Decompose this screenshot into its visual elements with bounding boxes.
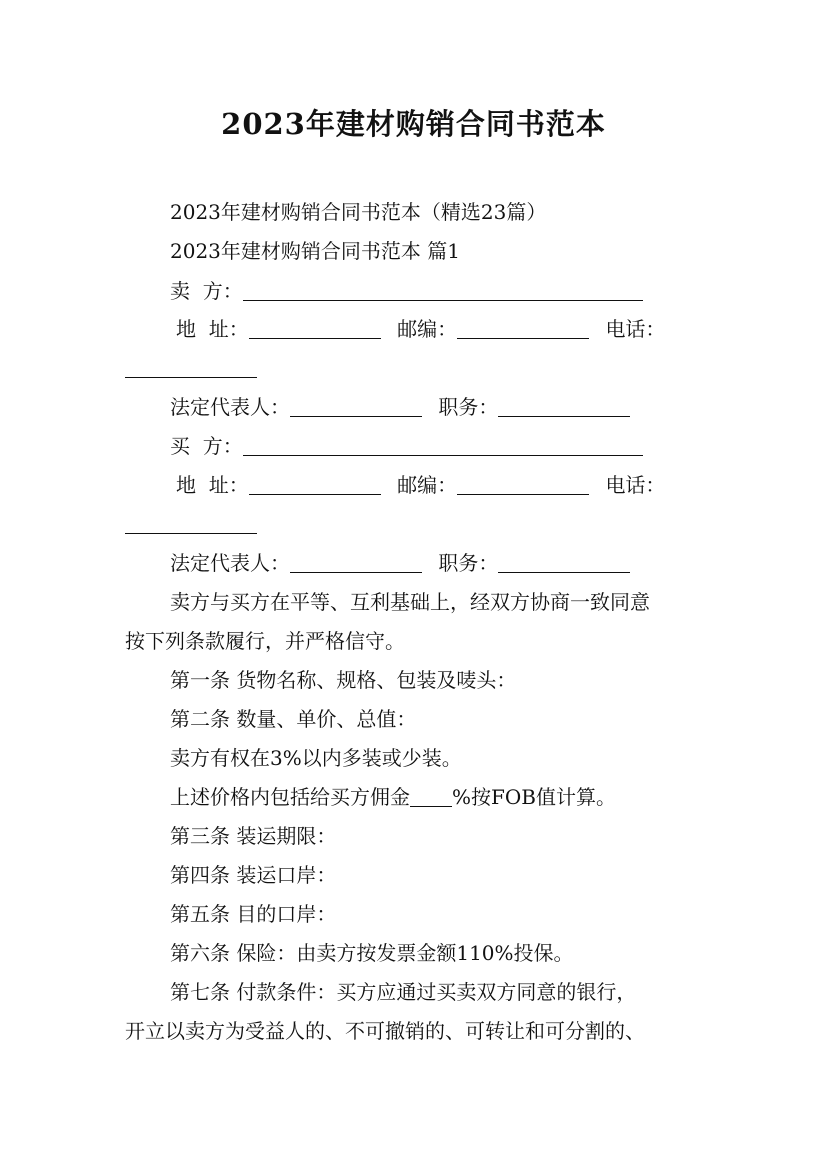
commission-prefix: 上述价格内包括给买方佣金 [170,785,410,809]
seller-rep-label: 法定代表人： [170,395,290,419]
seller-line [170,278,643,304]
seller-address-line [176,316,665,342]
document-title: 2023年建材购销合同书范本 [221,107,606,141]
clause-1: 第一条 货物名称、规格、包装及唛头： [170,668,517,692]
seller-address-label: 地 址： [176,317,249,341]
seller-postcode-field[interactable] [457,318,589,339]
seller-position-label: 职务： [438,395,499,419]
seller-rep-line [170,394,630,420]
buyer-postcode-label: 邮编： [397,473,458,497]
buyer-line [170,433,643,459]
clause-3: 第三条 装运期限： [170,824,337,848]
clause-4: 第四条 装运口岸： [170,863,337,887]
buyer-label: 买 方： [170,434,243,458]
intro-paragraph-line-2: 按下列条款履行，并严格信守。 [125,629,405,653]
buyer-position-label: 职务： [438,551,499,575]
intro-paragraph-line-1: 卖方与买方在平等、互利基础上，经双方协商一致同意 [170,590,650,614]
clause-7-line-2: 开立以卖方为受益人的、不可撤销的、可转让和可分割的、 [125,1019,645,1043]
buyer-address-line [176,472,665,498]
seller-address-field[interactable] [249,318,381,339]
seller-phone-continuation [125,355,257,381]
seller-phone-field[interactable] [125,357,257,378]
seller-rep-field[interactable] [290,396,422,417]
buyer-postcode-field[interactable] [457,474,589,495]
clause-6: 第六条 保险：由卖方按发票金额110%投保。 [170,941,574,965]
buyer-address-label: 地 址： [176,473,249,497]
clause-5: 第五条 目的口岸： [170,902,337,926]
buyer-rep-field[interactable] [290,552,422,573]
buyer-phone-label: 电话： [605,473,666,497]
clause-2: 第二条 数量、单价、总值： [170,707,417,731]
buyer-rep-line [170,550,630,576]
seller-label: 卖 方： [170,279,243,303]
commission-rate-field[interactable] [410,786,452,807]
seller-phone-label: 电话： [605,317,666,341]
clause-2-note: 卖方有权在3%以内多装或少装。 [170,746,462,770]
commission-line [170,784,616,810]
seller-postcode-label: 邮编： [397,317,458,341]
commission-suffix: %按FOB值计算。 [452,785,616,809]
seller-position-field[interactable] [498,396,630,417]
clause-7-line-1: 第七条 付款条件：买方应通过买卖双方同意的银行， [170,980,637,1004]
seller-name-field[interactable] [243,280,643,301]
buyer-rep-label: 法定代表人： [170,551,290,575]
buyer-phone-continuation [125,511,257,537]
buyer-phone-field[interactable] [125,513,257,534]
buyer-address-field[interactable] [249,474,381,495]
buyer-position-field[interactable] [498,552,630,573]
subtitle: 2023年建材购销合同书范本（精选23篇） [170,200,547,224]
buyer-name-field[interactable] [243,435,643,456]
chapter-heading: 2023年建材购销合同书范本 篇1 [170,239,460,263]
